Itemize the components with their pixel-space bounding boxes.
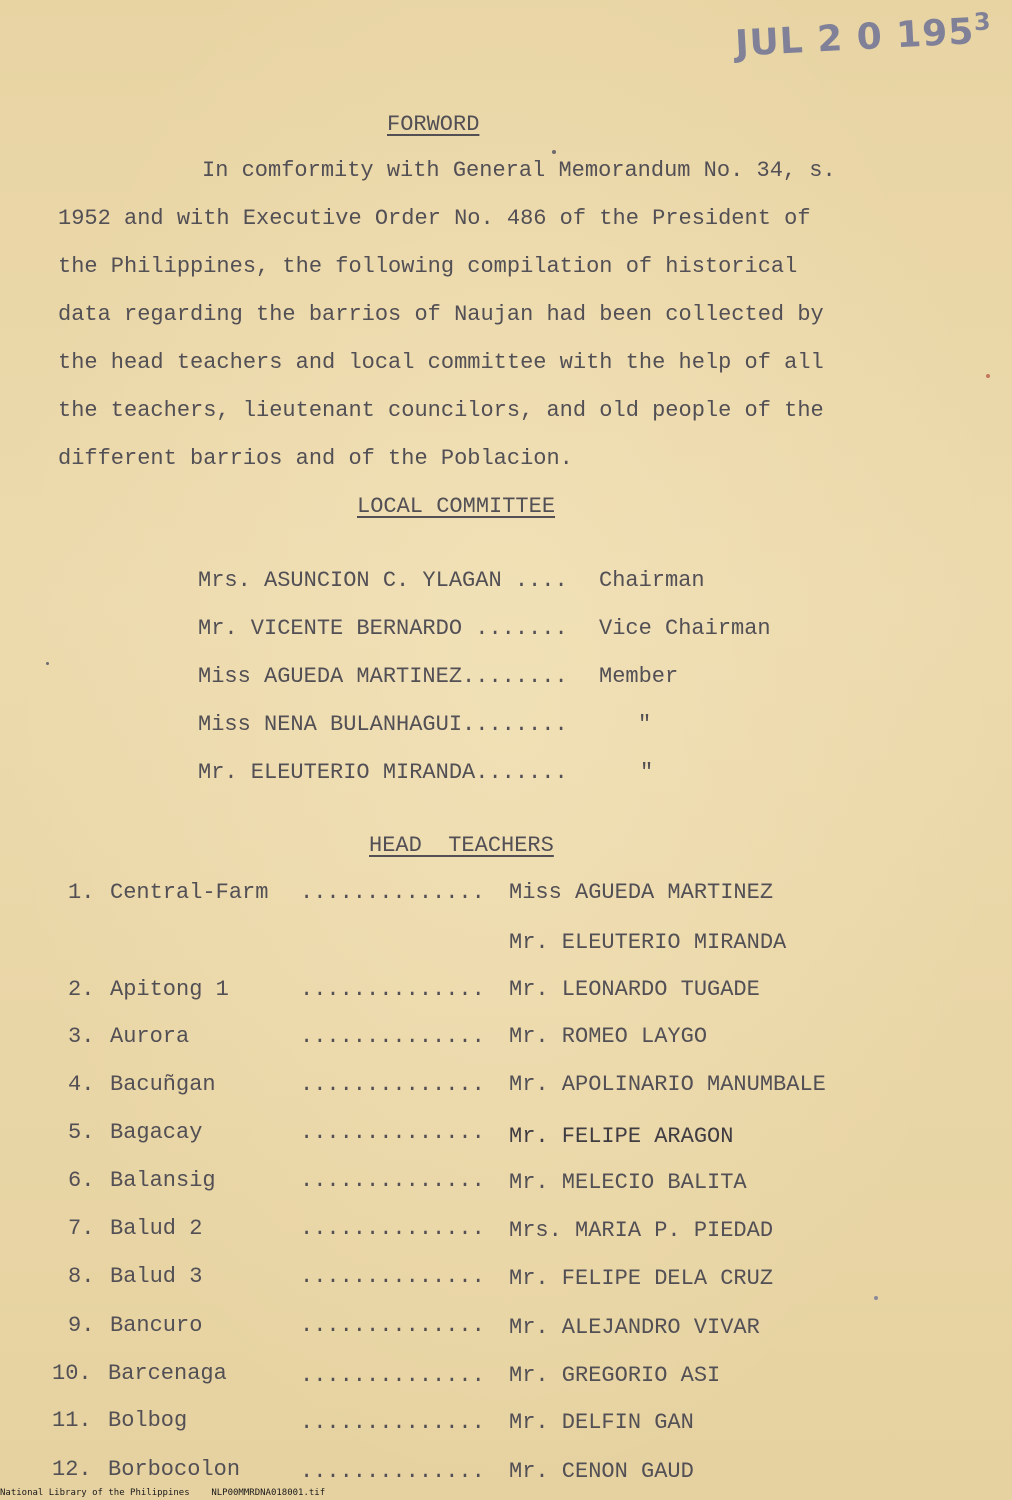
barrio-name: Bancuro	[110, 1313, 203, 1338]
committee-member-role: Vice Chairman	[599, 616, 771, 641]
paper-speck	[46, 662, 49, 665]
leader-dots: ..............	[300, 1264, 485, 1289]
stamp-date-end: 3	[972, 7, 993, 37]
teacher-name: Mrs. MARIA P. PIEDAD	[509, 1218, 774, 1243]
paragraph-line: data regarding the barrios of Naujan had been collected by	[58, 302, 824, 327]
leader-dots: ..............	[300, 1410, 485, 1435]
barrio-name: Bagacay	[110, 1120, 203, 1145]
barrio-name: Bacuñgan	[110, 1072, 216, 1097]
row-number: 7.	[68, 1216, 95, 1241]
head-teachers-heading: HEAD TEACHERS	[369, 833, 554, 858]
leader-dots: ..............	[300, 1216, 485, 1241]
row-number: 11.	[52, 1408, 92, 1433]
paragraph-line: 1952 and with Executive Order No. 486 of the President of	[58, 206, 811, 231]
leader-dots: ..............	[300, 1313, 485, 1338]
barrio-name: Central-Farm	[110, 880, 269, 905]
library-name: National Library of the Philippines	[0, 1488, 190, 1498]
leader-dots: ..............	[300, 977, 485, 1002]
paragraph-line: the head teachers and local committee with the help of all	[58, 350, 824, 375]
teacher-name: Mr. ALEJANDRO VIVAR	[509, 1315, 760, 1340]
barrio-name: Balud 3	[110, 1264, 203, 1289]
paragraph-line: the Philippines, the following compilation of historical	[58, 254, 798, 279]
committee-member-name: Miss AGUEDA MARTINEZ........	[198, 664, 568, 689]
scan-file-name: NLP00MMRDNA018001.tif	[211, 1488, 326, 1498]
row-number: 1.	[68, 880, 95, 905]
paper-speck	[874, 1296, 878, 1300]
committee-member-role: "	[640, 760, 654, 785]
leader-dots: ..............	[300, 1363, 485, 1388]
teacher-name: Mr. DELFIN GAN	[509, 1410, 694, 1435]
committee-member-role: Member	[599, 664, 679, 689]
committee-member-name: Mrs. ASUNCION C. YLAGAN ....	[198, 568, 568, 593]
leader-dots: ..............	[300, 1459, 485, 1484]
paragraph-line: In comformity with General Memorandum No. 34, s.	[202, 158, 836, 183]
teacher-name: Mr. ROMEO LAYGO	[509, 1024, 708, 1049]
leader-dots: ..............	[300, 1072, 485, 1097]
teacher-name: Mr. MELECIO BALITA	[509, 1170, 747, 1195]
paper-speck	[986, 374, 990, 378]
leader-dots: ..............	[300, 1120, 485, 1145]
committee-member-role: Chairman	[599, 568, 705, 593]
barrio-name: Borbocolon	[108, 1457, 241, 1482]
row-number: 8.	[68, 1264, 95, 1289]
committee-member-role: "	[638, 712, 652, 737]
local-committee-heading: LOCAL COMMITTEE	[357, 494, 556, 519]
teacher-name: Mr. FELIPE ARAGON	[509, 1124, 734, 1149]
teacher-name: Mr. APOLINARIO MANUMBALE	[509, 1072, 826, 1097]
page-title: FORWORD	[387, 112, 480, 137]
paper-speck	[552, 150, 556, 154]
barrio-name: Apitong 1	[110, 977, 229, 1002]
leader-dots: ..............	[300, 880, 485, 905]
row-number: 12.	[52, 1457, 92, 1482]
leader-dots: ..............	[300, 1024, 485, 1049]
barrio-name: Balansig	[110, 1168, 216, 1193]
paragraph-line: the teachers, lieutenant councilors, and old people of the	[58, 398, 824, 423]
teacher-name: Miss AGUEDA MARTINEZ	[509, 880, 774, 905]
row-number: 2.	[68, 977, 95, 1002]
stamp-date: JUL 2 0 195	[734, 11, 976, 65]
date-received-stamp	[734, 7, 993, 64]
barrio-name: Barcenaga	[108, 1361, 227, 1386]
teacher-name: Mr. ELEUTERIO MIRANDA	[509, 930, 787, 955]
row-number: 9.	[68, 1313, 95, 1338]
row-number: 6.	[68, 1168, 95, 1193]
row-number: 3.	[68, 1024, 95, 1049]
teacher-name: Mr. CENON GAUD	[509, 1459, 694, 1484]
teacher-name: Mr. FELIPE DELA CRUZ	[509, 1266, 774, 1291]
barrio-name: Aurora	[110, 1024, 190, 1049]
barrio-name: Balud 2	[110, 1216, 203, 1241]
teacher-name: Mr. GREGORIO ASI	[509, 1363, 721, 1388]
committee-member-name: Mr. ELEUTERIO MIRANDA.......	[198, 760, 568, 785]
scan-footer	[0, 1488, 1012, 1498]
row-number: 10.	[52, 1361, 92, 1386]
committee-member-name: Mr. VICENTE BERNARDO .......	[198, 616, 568, 641]
paragraph-line: different barrios and of the Poblacion.	[58, 446, 573, 471]
row-number: 4.	[68, 1072, 95, 1097]
teacher-name: Mr. LEONARDO TUGADE	[509, 977, 760, 1002]
committee-member-name: Miss NENA BULANHAGUI........	[198, 712, 568, 737]
barrio-name: Bolbog	[108, 1408, 188, 1433]
row-number: 5.	[68, 1120, 95, 1145]
leader-dots: ..............	[300, 1168, 485, 1193]
